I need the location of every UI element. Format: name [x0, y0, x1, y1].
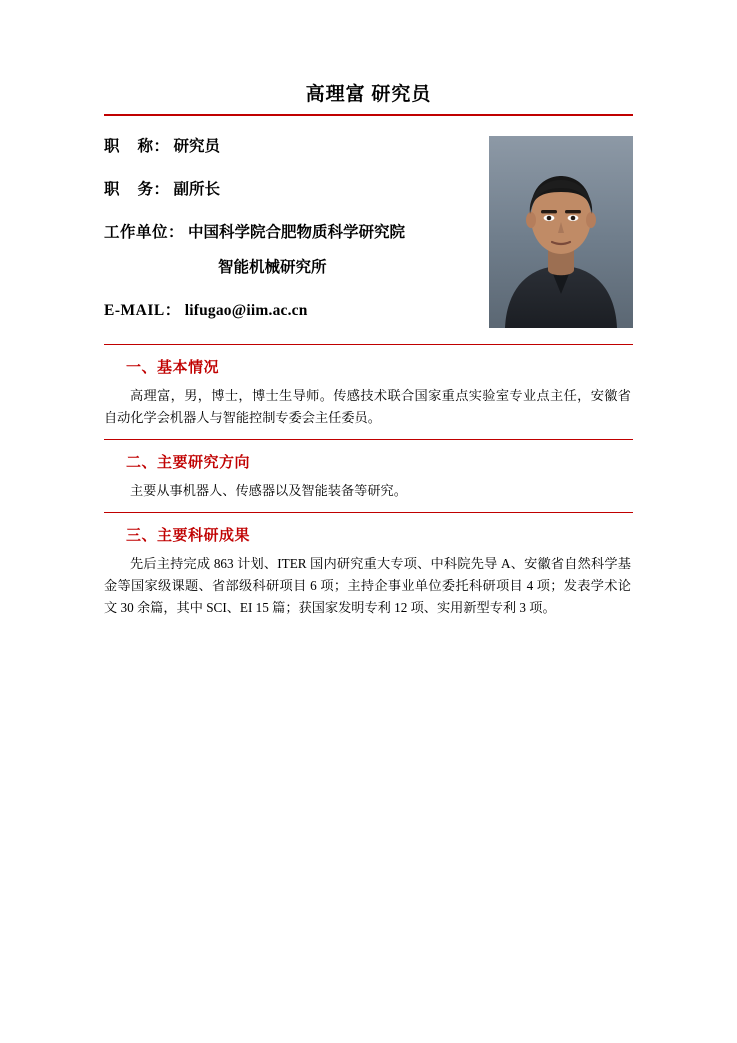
section-heading: 二、主要研究方向 — [126, 455, 251, 471]
section-achievements — [104, 517, 633, 629]
section-divider-3 — [104, 512, 633, 513]
info-block — [104, 116, 633, 344]
info-label-position: 职 务： — [104, 181, 170, 198]
info-rows — [104, 134, 504, 320]
info-row-continuation — [214, 255, 504, 277]
section-heading: 三、主要科研成果 — [126, 528, 251, 544]
portrait-photo-icon — [489, 136, 633, 328]
section-body: 高理富，男，博士，博士生导师。传感技术联合国家重点实验室专业点主任，安徽省自动化学会机器人与智能控制专委会主任委员。 — [104, 388, 631, 425]
info-row — [104, 134, 504, 156]
info-value-position: 副所长 — [173, 181, 221, 198]
section-divider-1 — [104, 344, 633, 345]
section-body: 先后主持完成 863 计划、ITER 国内研究重大专项、中科院先导 A、安徽省自然科学基金等国家级课题、省部级科研项目 6 项；主持企事业单位委托科研项目 4 项；发表学术论文 30 余篇，其中 SCI、EI 15 篇；获国家发明专利 12 项、实用新型专利 3 项。 — [104, 556, 631, 615]
info-value-email[interactable]: lifugao@iim.ac.cn — [184, 302, 308, 319]
page-title: 高理富 研究员 — [305, 84, 432, 105]
document-content — [104, 80, 633, 629]
info-label-email: E-MAIL： — [104, 302, 181, 319]
info-value-affiliation: 中国科学院合肥物质科学研究院 — [188, 224, 406, 241]
section-body: 主要从事机器人、传感器以及智能装备等研究。 — [130, 483, 407, 498]
info-row — [104, 220, 504, 242]
section-research-areas — [104, 444, 633, 512]
section-basic-info — [104, 349, 633, 439]
info-value-title: 研究员 — [173, 138, 221, 155]
info-label-affiliation: 工作单位： — [104, 224, 185, 241]
section-divider-2 — [104, 439, 633, 440]
info-value-affiliation-second-line: 智能机械研究所 — [218, 259, 327, 276]
avatar — [489, 136, 633, 328]
section-heading: 一、基本情况 — [126, 360, 220, 376]
info-row — [104, 177, 504, 199]
info-label-title: 职 称： — [104, 138, 170, 155]
info-row-email — [104, 298, 504, 320]
